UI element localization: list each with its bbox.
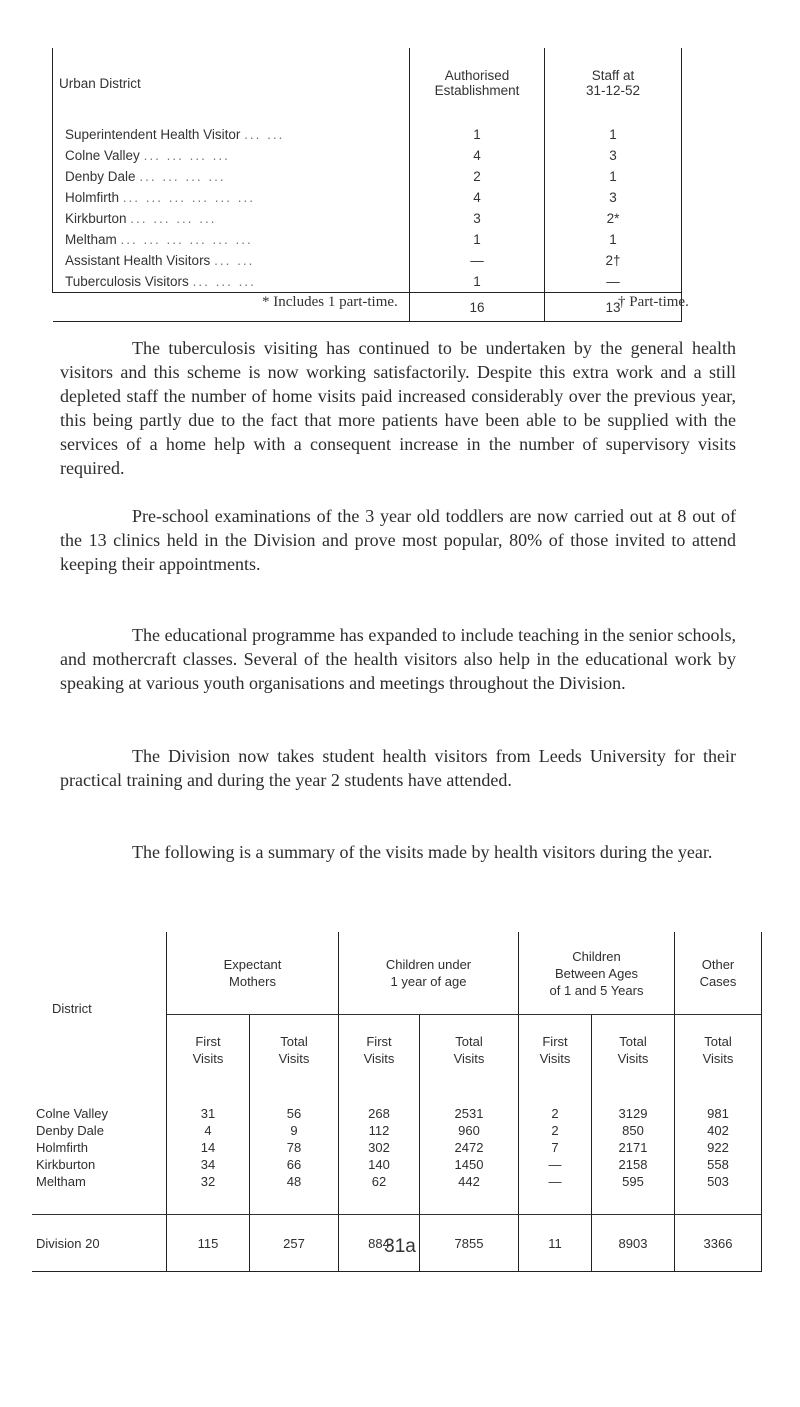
authorised-value: 1 bbox=[410, 271, 545, 293]
staff-row: Superintendent Health Visitor ... ... 1 1 bbox=[53, 118, 682, 145]
staff-at-date-header: Staff at 31-12-52 bbox=[545, 48, 682, 118]
staff-row: Kirkburton ... ... ... ... 3 2* bbox=[53, 208, 682, 229]
sub-header-total-visits: Total Visits bbox=[250, 1015, 339, 1086]
cell-value: 14 bbox=[167, 1139, 250, 1156]
sub-header-total-visits: Total Visits bbox=[592, 1015, 675, 1086]
cell-value: 558 bbox=[675, 1156, 762, 1173]
other-cases-header: Other Cases bbox=[675, 932, 762, 1015]
cell-value: 32 bbox=[167, 1173, 250, 1215]
cell-value: 2472 bbox=[420, 1139, 519, 1156]
paragraph-student-health-visitors: The Division now takes student health visitors from Leeds University for their practical training and during the year 2 students have attended. bbox=[60, 746, 736, 790]
sub-header-first-visits: First Visits bbox=[519, 1015, 592, 1086]
page-number: 31a bbox=[384, 1236, 416, 1257]
authorised-value: 4 bbox=[410, 187, 545, 208]
staff-value: 3 bbox=[545, 145, 682, 166]
paragraph-summary-intro: The following is a summary of the visits made by health visitors during the year. bbox=[132, 842, 713, 862]
cell-value: 56 bbox=[250, 1085, 339, 1122]
total-value: 257 bbox=[250, 1215, 339, 1272]
staff-row-name: Kirkburton bbox=[65, 211, 127, 226]
district-header: District bbox=[52, 1001, 92, 1016]
total-value: 115 bbox=[167, 1215, 250, 1272]
staff-row: Colne Valley ... ... ... ... 4 3 bbox=[53, 145, 682, 166]
visits-group-header-row bbox=[32, 932, 762, 1015]
staff-row-name: Superintendent Health Visitor bbox=[65, 127, 241, 142]
total-value: 7855 bbox=[420, 1215, 519, 1272]
cell-value: 48 bbox=[250, 1173, 339, 1215]
sub-header-total-visits: Total Visits bbox=[420, 1015, 519, 1086]
total-value: 8903 bbox=[592, 1215, 675, 1272]
authorised-value: 4 bbox=[410, 145, 545, 166]
table-row bbox=[32, 1173, 762, 1215]
authorised-total: 16 bbox=[410, 293, 545, 322]
cell-value: 7 bbox=[519, 1139, 592, 1156]
cell-value: 2 bbox=[519, 1122, 592, 1139]
children-1-to-5-header: Children Between Ages of 1 and 5 Years bbox=[519, 932, 675, 1015]
table-row bbox=[32, 1085, 762, 1122]
cell-value: 302 bbox=[339, 1139, 420, 1156]
staff-row-name: Colne Valley bbox=[65, 148, 140, 163]
cell-value: 112 bbox=[339, 1122, 420, 1139]
staff-row: Assistant Health Visitors ... ... — 2† bbox=[53, 250, 682, 271]
staff-value: 3 bbox=[545, 187, 682, 208]
district-name: Denby Dale bbox=[36, 1123, 104, 1138]
cell-value: 268 bbox=[339, 1085, 420, 1122]
total-value: 3366 bbox=[675, 1215, 762, 1272]
staff-value: 1 bbox=[545, 166, 682, 187]
paragraph-pre-school-examinations: Pre-school examinations of the 3 year old toddlers are now carried out at 8 out of the 13 clinics held in the Division and prove most popular, 80% of those invited to attend keeping their appointments. bbox=[60, 506, 736, 574]
cell-value: 78 bbox=[250, 1139, 339, 1156]
authorised-value: 3 bbox=[410, 208, 545, 229]
sub-header-first-visits: First Visits bbox=[339, 1015, 420, 1086]
cell-value: 2158 bbox=[592, 1156, 675, 1173]
visits-table bbox=[32, 932, 762, 1272]
staff-table bbox=[52, 48, 682, 322]
cell-value: 922 bbox=[675, 1139, 762, 1156]
children-under-1-header: Children under 1 year of age bbox=[339, 932, 519, 1015]
division-total-label: Division 20 bbox=[32, 1215, 167, 1272]
cell-value: 1450 bbox=[420, 1156, 519, 1173]
expectant-mothers-header: Expectant Mothers bbox=[167, 932, 339, 1015]
cell-value: 402 bbox=[675, 1122, 762, 1139]
cell-value: 66 bbox=[250, 1156, 339, 1173]
staff-value: 2† bbox=[545, 250, 682, 271]
paragraph-tuberculosis-visiting: The tuberculosis visiting has continued to be undertaken by the general health visitors and this scheme is now working satisfactorily. Despite this extra work and a still depleted staff the number of home visits paid increased considerably over the previous year, this being partly due to the fact that more patients have been able to be supplied with the services of a home help with a consequent increase in the number of supervisory visits required. bbox=[60, 338, 736, 478]
cell-value: — bbox=[519, 1173, 592, 1215]
authorised-value: 2 bbox=[410, 166, 545, 187]
cell-value: 850 bbox=[592, 1122, 675, 1139]
staff-row: Meltham ... ... ... ... ... ... 1 1 bbox=[53, 229, 682, 250]
cell-value: 62 bbox=[339, 1173, 420, 1215]
staff-row-name: Meltham bbox=[65, 232, 117, 247]
paragraph-educational-programme: The educational programme has expanded to include teaching in the senior schools, and mothercraft classes. Several of the health visitors also help in the educational work by speaking at various youth organisations and meetings throughout the Division. bbox=[60, 625, 736, 693]
cell-value: 595 bbox=[592, 1173, 675, 1215]
staff-table-header bbox=[53, 48, 682, 118]
urban-district-header: Urban District bbox=[53, 48, 410, 118]
authorised-establishment-header: Authorised Establishment bbox=[410, 48, 545, 118]
cell-value: 31 bbox=[167, 1085, 250, 1122]
cell-value: 981 bbox=[675, 1085, 762, 1122]
staff-value: 1 bbox=[545, 118, 682, 145]
authorised-value: — bbox=[410, 250, 545, 271]
cell-value: 2171 bbox=[592, 1139, 675, 1156]
cell-value: 2531 bbox=[420, 1085, 519, 1122]
authorised-value: 1 bbox=[410, 118, 545, 145]
table-row bbox=[32, 1156, 762, 1173]
sub-header-first-visits: First Visits bbox=[167, 1015, 250, 1086]
cell-value: 960 bbox=[420, 1122, 519, 1139]
sub-header-total-visits: Total Visits bbox=[675, 1015, 762, 1086]
cell-value: 2 bbox=[519, 1085, 592, 1122]
table-row bbox=[32, 1139, 762, 1156]
staff-value: — bbox=[545, 271, 682, 293]
total-value: 11 bbox=[519, 1215, 592, 1272]
authorised-value: 1 bbox=[410, 229, 545, 250]
cell-value: 503 bbox=[675, 1173, 762, 1215]
staff-total: 13 bbox=[545, 293, 682, 322]
district-name: Holmfirth bbox=[36, 1140, 89, 1155]
staff-row-name: Tuberculosis Visitors bbox=[65, 274, 189, 289]
footnote-part-time: † Part-time. bbox=[618, 294, 689, 310]
staff-row: Denby Dale ... ... ... ... 2 1 bbox=[53, 166, 682, 187]
cell-value: 3129 bbox=[592, 1085, 675, 1122]
district-name: Kirkburton bbox=[36, 1157, 96, 1172]
cell-value: 140 bbox=[339, 1156, 420, 1173]
staff-row-name: Assistant Health Visitors bbox=[65, 253, 211, 268]
district-name: Meltham bbox=[36, 1174, 86, 1189]
staff-value: 2* bbox=[545, 208, 682, 229]
cell-value: 9 bbox=[250, 1122, 339, 1139]
cell-value: — bbox=[519, 1156, 592, 1173]
footnote-part-time-included: * Includes 1 part-time. bbox=[262, 294, 398, 310]
cell-value: 34 bbox=[167, 1156, 250, 1173]
district-name: Colne Valley bbox=[36, 1106, 109, 1121]
staff-row: Tuberculosis Visitors ... ... ... 1 — bbox=[53, 271, 682, 293]
staff-value: 1 bbox=[545, 229, 682, 250]
cell-value: 4 bbox=[167, 1122, 250, 1139]
staff-row: Holmfirth ... ... ... ... ... ... 4 3 bbox=[53, 187, 682, 208]
cell-value: 442 bbox=[420, 1173, 519, 1215]
staff-row-name: Denby Dale bbox=[65, 169, 136, 184]
total-value: 884 bbox=[339, 1215, 420, 1272]
staff-row-name: Holmfirth bbox=[65, 190, 120, 205]
table-row bbox=[32, 1122, 762, 1139]
